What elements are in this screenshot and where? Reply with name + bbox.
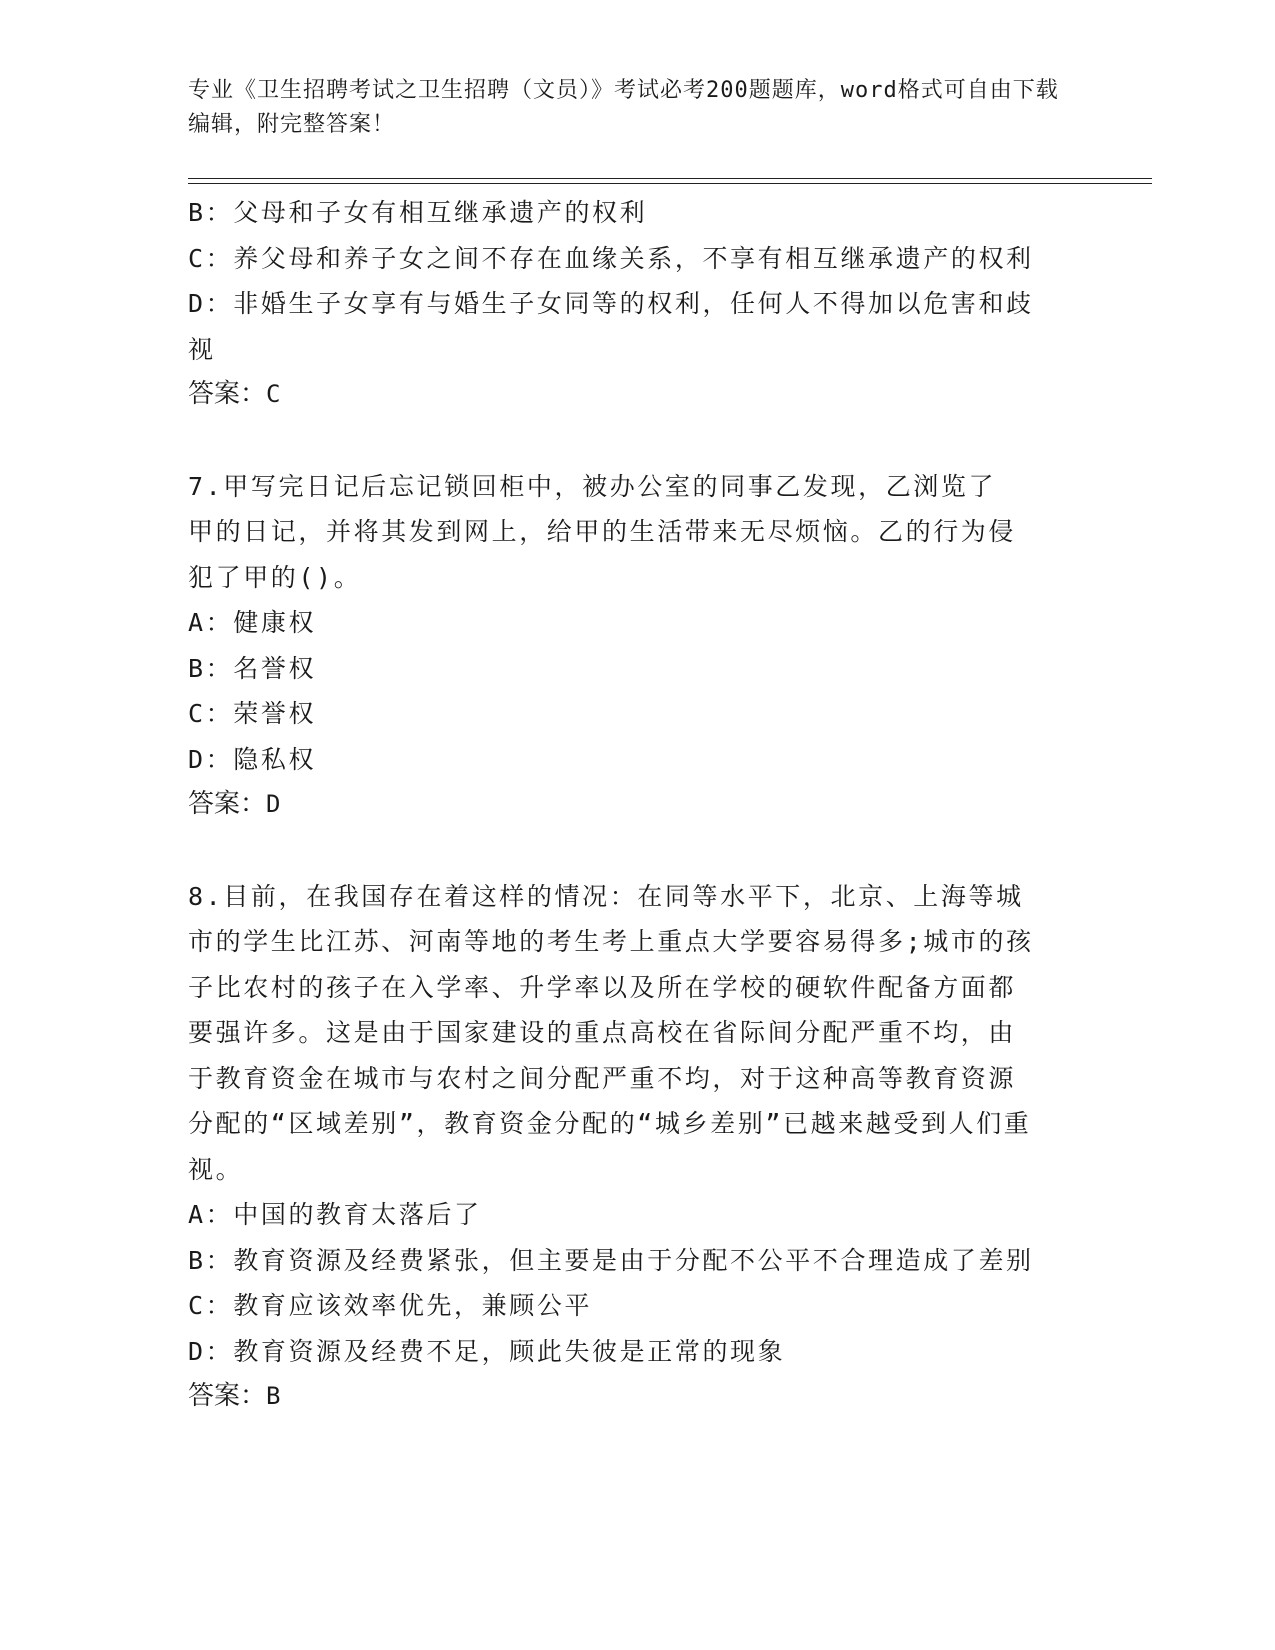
option-d: D：教育资源及经费不足，顾此失彼是正常的现象 xyxy=(188,1336,786,1366)
spacer xyxy=(188,418,1088,464)
question-7-answer xyxy=(188,782,1088,828)
question-8-answer xyxy=(188,1374,1088,1420)
header-divider-top xyxy=(188,178,1152,179)
option-a: A：中国的教育太落后了 xyxy=(188,1200,482,1229)
document-body xyxy=(188,190,1088,1420)
answer-label: 答案： xyxy=(188,379,267,409)
answer-label: 答案： xyxy=(188,789,267,819)
question-7-options xyxy=(188,600,1088,782)
option-c: C：养父母和养子女之间不存在血缘关系，不享有相互继承遗产的权利 xyxy=(188,243,1034,273)
question-6-options xyxy=(188,190,1088,372)
option-b: B：父母和子女有相互继承遗产的权利 xyxy=(188,198,648,227)
option-c: C：教育应该效率优先，兼顾公平 xyxy=(188,1291,593,1320)
answer-value: C xyxy=(266,380,281,408)
question-6-answer xyxy=(188,372,1088,418)
header-divider-bottom xyxy=(188,183,1152,184)
option-d: D：非婚生子女享有与婚生子女同等的权利，任何人不得加以危害和歧视 xyxy=(188,289,1034,364)
question-8-text: 8.目前，在我国存在着这样的情况：在同等水平下，北京、上海等城市的学生比江苏、河南等地的考生考上重点大学要容易得多;城市的孩子比农村的孩子在入学率、升学率以及所在学校的硬软件配备方面都要强许多。这是由于国家建设的重点高校在省际间分配严重不均，由于教育资金在城市与农村之间分配严重不均，对于这种高等教育资源分配的“区域差别”，教育资金分配的“城乡差别”已越来越受到人们重视。 xyxy=(188,881,1034,1184)
answer-value: B xyxy=(266,1382,281,1410)
option-b: B：教育资源及经费紧张，但主要是由于分配不公平不合理造成了差别 xyxy=(188,1245,1034,1275)
answer-value: D xyxy=(266,790,281,818)
option-a: A：健康权 xyxy=(188,608,317,637)
question-7-text: 7.甲写完日记后忘记锁回柜中，被办公室的同事乙发现，乙浏览了甲的日记，并将其发到网上，给甲的生活带来无尽烦恼。乙的行为侵犯了甲的()。 xyxy=(188,471,1017,592)
document-header: 专业《卫生招聘考试之卫生招聘（文员）》考试必考200题题库，word格式可自由下载编辑，附完整答案！ xyxy=(188,78,1059,137)
option-b: B：名誉权 xyxy=(188,653,317,683)
option-c: C：荣誉权 xyxy=(188,699,317,728)
spacer xyxy=(188,828,1088,874)
answer-label: 答案： xyxy=(188,1381,267,1411)
question-8-options xyxy=(188,1192,1088,1374)
option-d: D：隐私权 xyxy=(188,744,317,774)
